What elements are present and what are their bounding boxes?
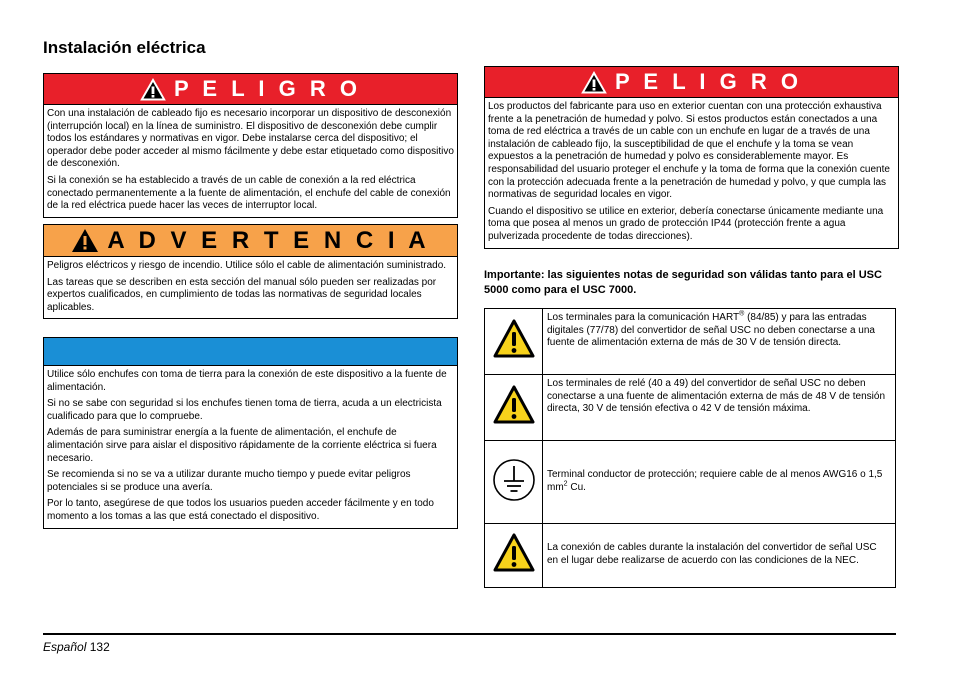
warning-label: A D V E R T E N C I A [107,226,430,254]
paragraph: Peligros eléctricos y riesgo de incendio. Utilice sólo el cable de alimentación suministrado. [47,260,447,271]
warning-triangle-icon [493,533,535,573]
table-row [485,441,896,524]
safety-symbols-table [484,308,896,588]
icon-cell [485,309,543,375]
warning-triangle-icon [140,78,166,101]
table-cell-text: Terminal conductor de protección; requiere cable de al menos AWG16 o 1,5 $mm^2$ Cu. [543,441,896,524]
warning-triangle-icon [493,319,535,359]
paragraph: Cuando el dispositivo se utilice en exterior, debería conectarse únicamente mediante una toma que posea al menos un grado de protección IP44 (protección frente a agua pulverizada procedente de todas direcciones). [488,205,884,242]
protective-earth-icon [491,457,537,503]
notice-banner [44,338,457,366]
icon-cell [485,441,543,524]
danger-body [44,105,457,217]
danger-box-left [43,73,458,218]
table-cell-text: Los terminales para la comunicación HART® (84/85) y para las entradas digitales (77/78) del convertidor de señal USC no deben conectarse a una fuente de alimentación externa de más de 30 V de tensión directa. [543,309,896,375]
page-title: Instalación eléctrica [43,38,206,57]
table-row [485,309,896,375]
warning-triangle-icon [581,71,607,94]
paragraph: Si no se sabe con seguridad si los enchufes tienen toma de tierra, acuda a un electricista cualificado para que lo compruebe. [47,398,442,422]
warning-box [43,224,458,319]
paragraph: Por lo tanto, asegúrese de que todos los usuarios pueden acceder fácilmente y en todo momento a los tomas a las que está conectado el dispositivo. [47,498,434,522]
danger-banner [44,74,457,105]
footer-language: Español [43,640,87,654]
page-footer [43,640,110,654]
notice-box [43,337,458,529]
danger-banner [485,67,898,98]
icon-cell [485,375,543,441]
icon-cell [485,524,543,588]
paragraph: Se recomienda si no se va a utilizar durante mucho tiempo y puede evitar peligros potenciales si se produce una avería. [47,469,411,493]
table-row [485,524,896,588]
page-number: 132 [89,640,110,654]
warning-banner [44,225,457,257]
danger-label: P E L I G R O [615,69,802,94]
paragraph: Utilice sólo enchufes con toma de tierra para la conexión de este dispositivo a la fuente de alimentación. [47,369,447,393]
important-note: Importante: las siguientes notas de seguridad son válidas tanto para el USC 5000 como para el USC 7000. [484,269,882,296]
danger-box-right [484,66,899,249]
paragraph: Las tareas que se describen en esta sección del manual sólo pueden ser realizadas por expertos cualificados, en cumplimiento de todas las normativas de seguridad locales aplicables. [47,276,437,313]
danger-body [485,98,898,248]
danger-label: P E L I G R O [174,76,361,101]
paragraph: Con una instalación de cableado fijo es necesario incorporar un dispositivo de desconexión (interrupción local) en la línea de suministro. El dispositivo de desconexión debe cumplir todos los estándares y normativas en vigor. Debe instalarse cerca del dispositivo; el operador debe poder acceder al mismo fácilmente y debe estar etiquetado como dispositivo de desconexión. [47,108,454,170]
table-row [485,375,896,441]
paragraph: Si la conexión se ha establecido a través de un cable de conexión a la red eléctrica conectado permanentemente a la fuente de alimentación, el enchufe del cable de conexión de la red eléctrica puede hacer las veces de interruptor local. [47,174,451,212]
table-cell-text: La conexión de cables durante la instalación del convertidor de señal USC en el lugar debe realizarse de acuerdo con las condiciones de la NEC. [543,524,896,588]
warning-body [44,257,457,318]
paragraph: Los productos del fabricante para uso en exterior cuentan con una protección exhaustiva frente a la penetración de humedad y polvo. Si estos productos están conectados a una toma de red eléctrica a través de un cable con un enchufe en lugar de a través de una instalación de cableado fijo, la susceptibilidad de que el enchufe y la toma se vean expuestos a la penetración de humedad y polvo es considerablemente mayor. Es responsabilidad del usuario proteger el enchufe y la toma de forma que la conexión cuente con la protección adecuada frente a la penetración de humedad y polvo, y que cumpla las normativas de seguridad locales en vigor. [488,101,890,201]
footer-divider [43,633,896,635]
notice-body [44,366,457,528]
warning-triangle-icon [493,385,535,425]
warning-triangle-icon [71,228,99,253]
paragraph: Además de para suministrar energía a la fuente de alimentación, el enchufe de alimentación sirve para aislar el dispositivo rápidamente de la corriente eléctrica si fuera necesario. [47,427,437,464]
table-cell-text: Los terminales de relé (40 a 49) del convertidor de señal USC no deben conectarse a una fuente de alimentación externa de más de 48 V de tensión directa, 30 V de tensión efectiva o 42 V de tensión máxima. [543,375,896,441]
